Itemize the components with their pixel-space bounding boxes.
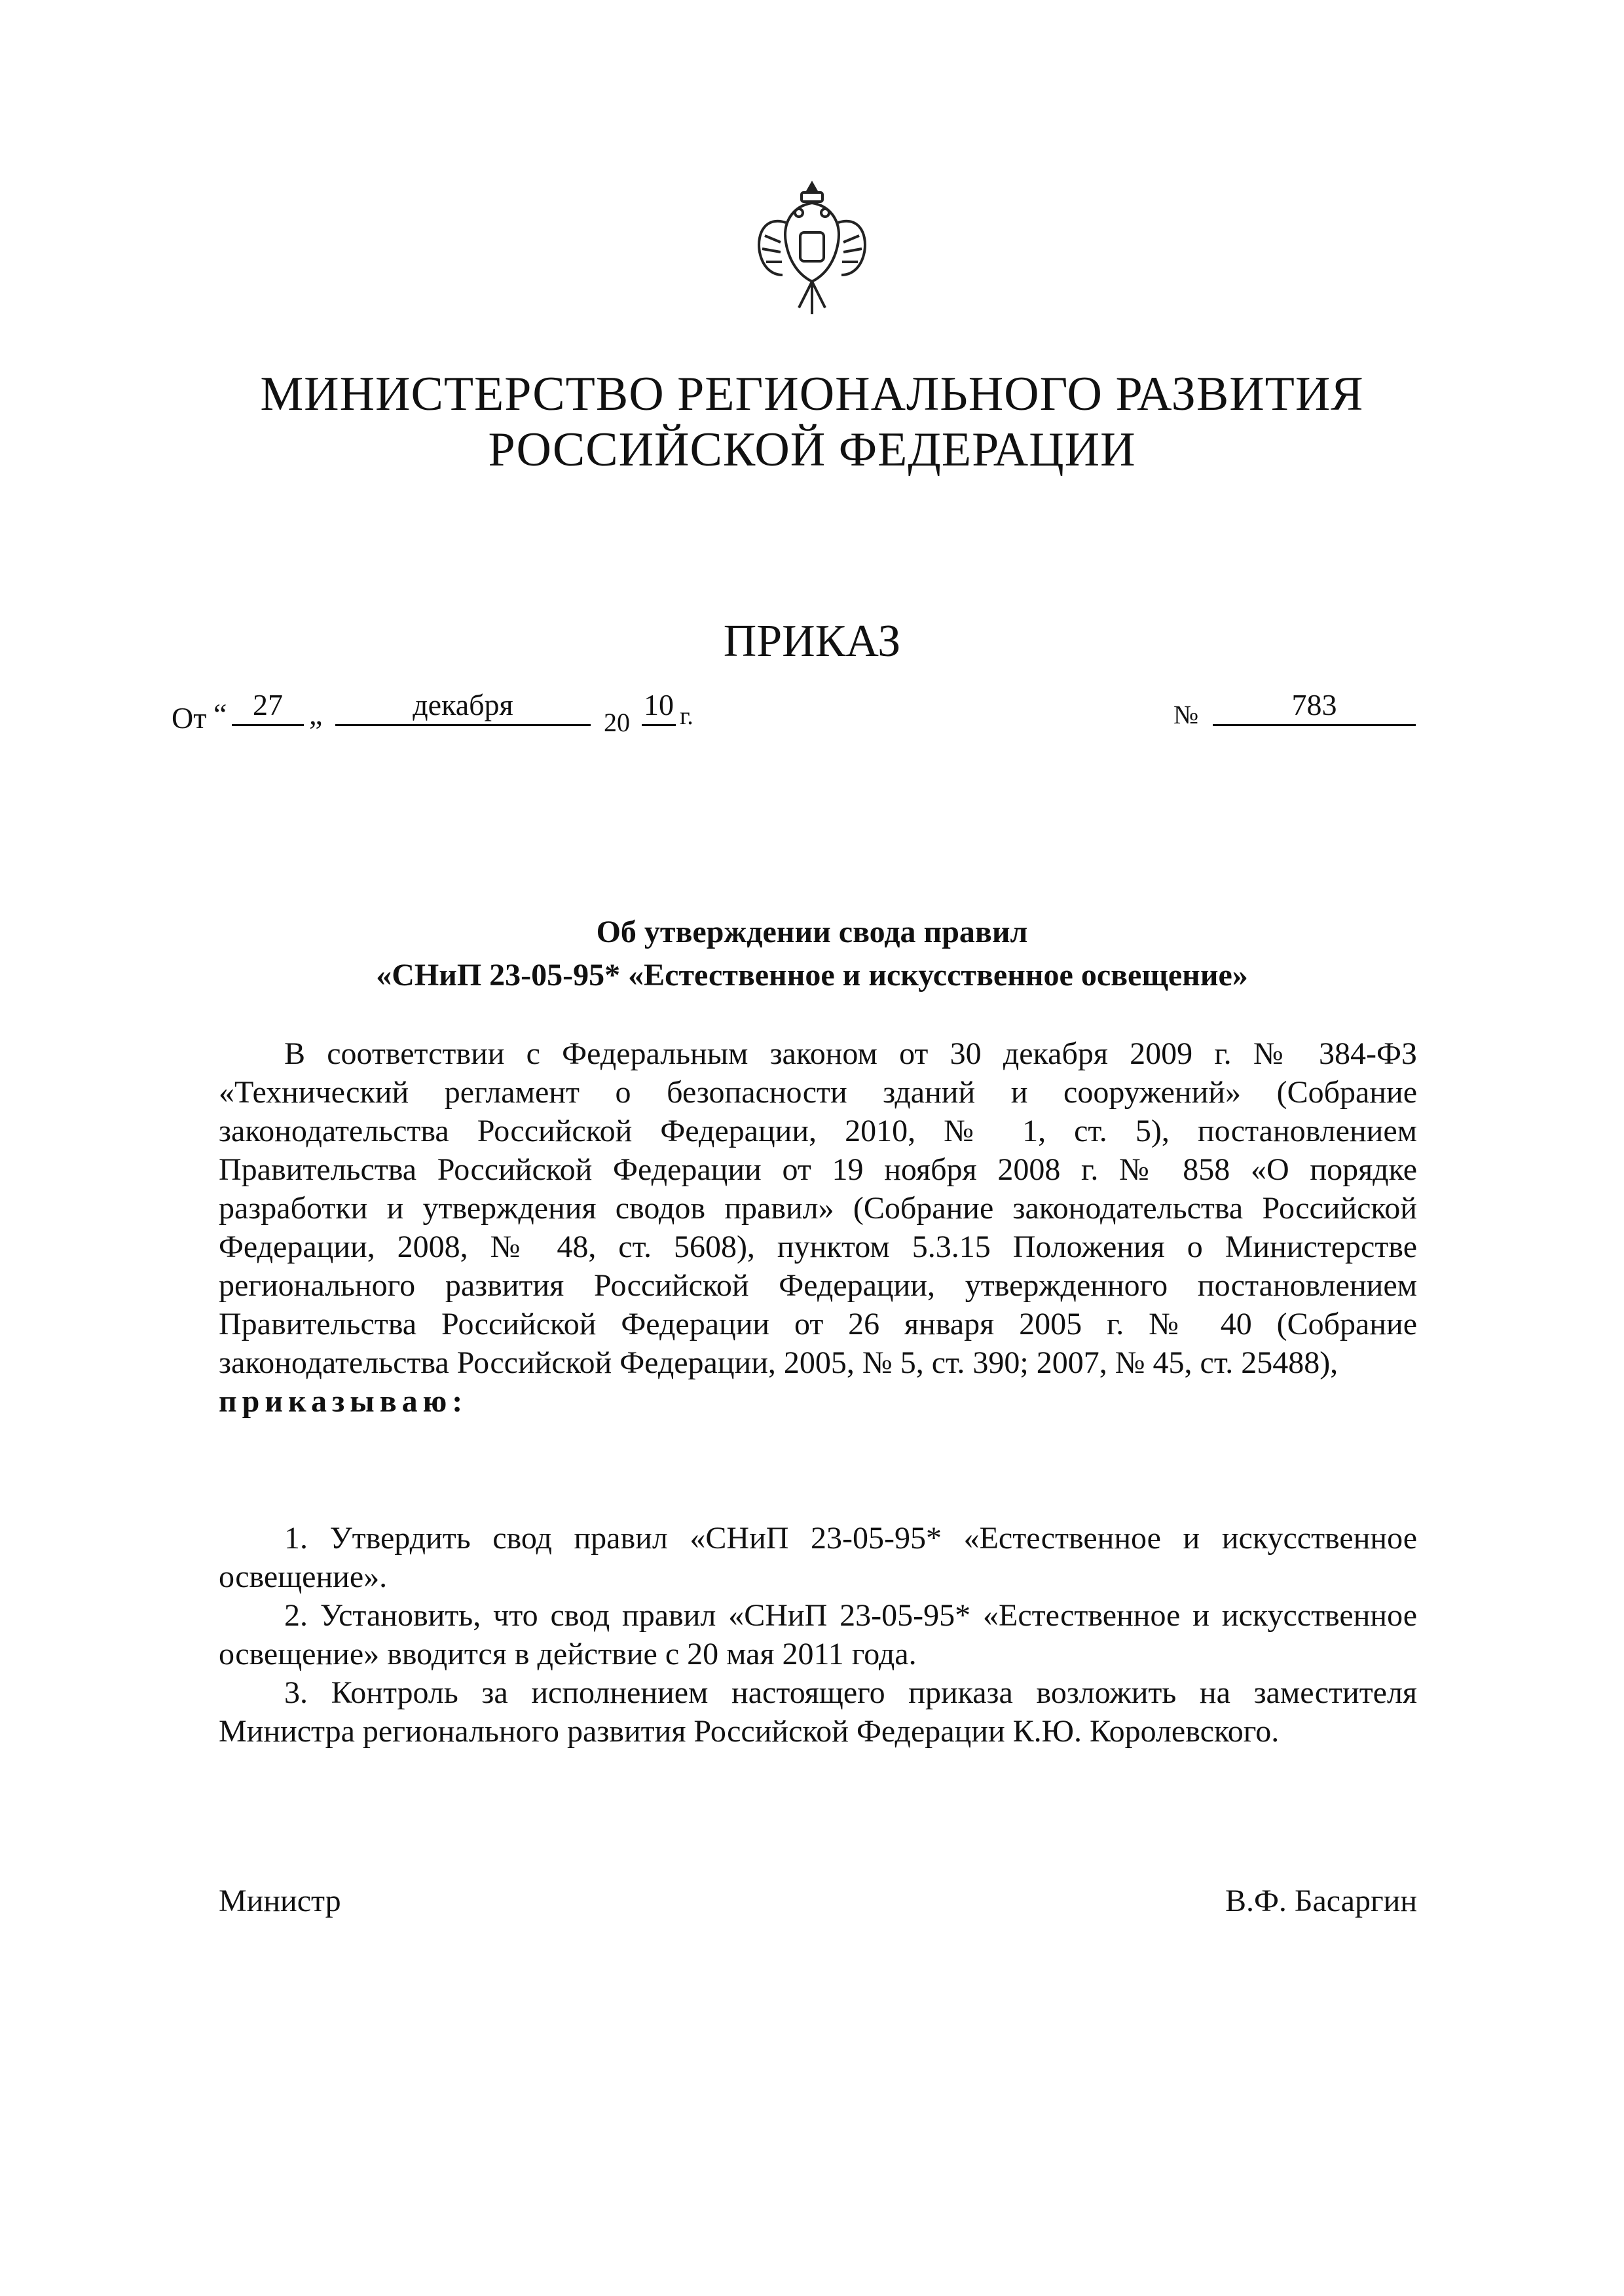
date-year-suffix: г. bbox=[680, 702, 693, 730]
order-item-2: 2. Установить, что свод правил «СНиП 23-05-95* «Естественное и искусственное освещение» вводится в действие с 20 мая 2011 года. bbox=[219, 1598, 1417, 1671]
date-row bbox=[172, 682, 1416, 741]
preamble-text: В соответствии с Федеральным законом от 30 декабря 2009 г. № 384-ФЗ «Технический регламент о безопасности зданий и сооружений» (Собрание законодательства Российской Федерации, 2010, № 1, ст. 5), постановлением Правительства Российской Федерации от 19 ноября 2008 г. № 858 «О порядке разработки и утверждения сводов правил» (Собрание законодательства Российской Федерации, 2008, № 48, ст. 5608), пунктом 5.3.15 Положения о Министерстве регионального развития Российской Федерации, утвержденного постановлением Правительства Российской Федерации от 26 января 2005 г. № 40 (Собрание законодательства Российской Федерации, 2005, № 5, ст. 390; 2007, № 45, ст. 25488), bbox=[219, 1036, 1417, 1380]
signatory-position: Министр bbox=[219, 1884, 341, 1918]
order-items bbox=[219, 1519, 1417, 1751]
order-title-line2: «СНиП 23-05-95* «Естественное и искусственное освещение» bbox=[376, 958, 1248, 993]
date-century: 20 bbox=[604, 708, 630, 737]
quote-open: “ bbox=[213, 697, 227, 731]
number-label: № bbox=[1173, 700, 1199, 729]
date-year: 10 bbox=[642, 690, 676, 726]
ministry-name-line2: РОССИЙСКОЙ ФЕДЕРАЦИИ bbox=[488, 423, 1136, 477]
signatory-name: В.Ф. Басаргин bbox=[1225, 1884, 1417, 1918]
coat-of-arms-icon bbox=[747, 177, 877, 327]
order-item-3: 3. Контроль за исполнением настоящего приказа возложить на заместителя Министра регионального развития Российской Федерации К.Ю. Королевского. bbox=[219, 1675, 1417, 1749]
order-number: 783 bbox=[1213, 690, 1416, 726]
order-word: приказываю: bbox=[219, 1384, 468, 1419]
order-title-line1: Об утверждении свода правил bbox=[596, 915, 1028, 949]
quote-close: „ bbox=[309, 697, 323, 731]
ministry-name-line1: МИНИСТЕРСТВО РЕГИОНАЛЬНОГО РАЗВИТИЯ bbox=[260, 367, 1364, 421]
date-month: декабря bbox=[335, 690, 591, 726]
order-item-1: 1. Утвердить свод правил «СНиП 23-05-95* «Естественное и искусственное освещение». bbox=[219, 1521, 1417, 1594]
preamble bbox=[219, 1034, 1417, 1421]
date-prefix: От bbox=[172, 701, 207, 735]
document-type: ПРИКАЗ bbox=[723, 616, 901, 666]
date-day: 27 bbox=[232, 690, 304, 726]
